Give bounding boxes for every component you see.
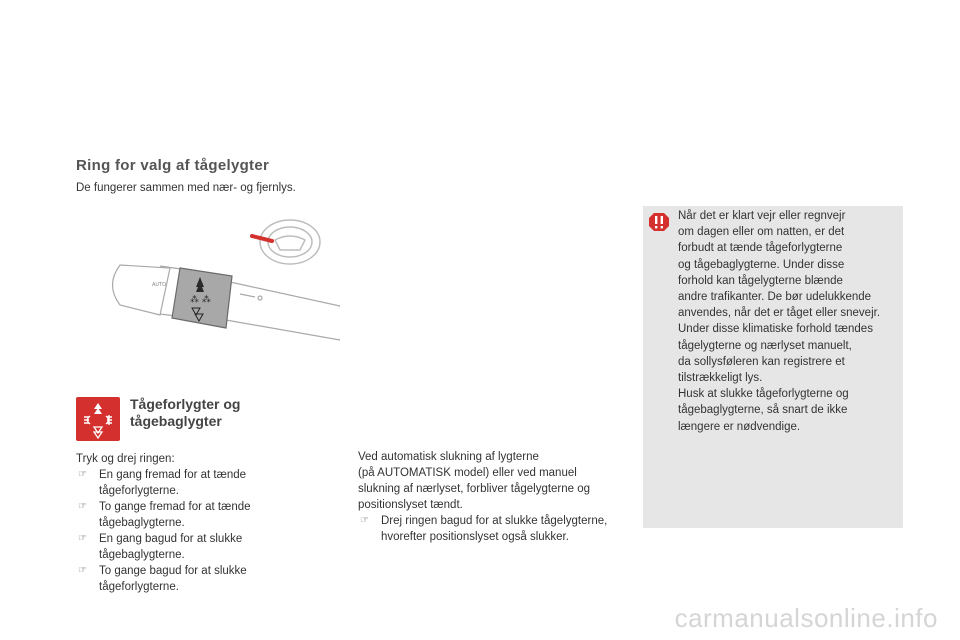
warning-text: Når det er klart vejr eller regnvejr om dagen eller om natten, er det forbudt at tænde tågeforlygterne og tågebaglygterne. Under disse forhold kan tågelygterne blænde andre trafikanter. De bør udelukkende anvendes, når det er tåget eller snevejr. Under disse klimatiske forhold tændes tågelygterne og nærlyset manuelt, da sollysføleren kan registrere et tilstrækkeligt lys. Husk at slukke tågeforlygterne og tågebaglygterne, så snart de ikke længere er nødvendige. — [678, 210, 881, 433]
bullet-icon: ☞ — [78, 469, 87, 480]
auto-label: AUTO — [152, 282, 167, 288]
note-line: Ved automatisk slukning af lygterne — [358, 451, 539, 463]
fog-lights-symbol-icon — [76, 397, 120, 441]
bullet-icon: ☞ — [78, 501, 87, 512]
instructions-list — [76, 467, 306, 595]
list-item: ☞ En gang fremad for at tænde tågeforlygterne. — [78, 469, 247, 497]
watermark: carmanualsonline.info — [674, 603, 938, 633]
note-line: positionslyset tændt. — [358, 499, 463, 511]
list-item: ☞ To gange fremad for at tænde tågebaglygterne. — [78, 501, 251, 529]
page-subtitle: De fungerer sammen med nær- og fjernlys. — [76, 182, 296, 194]
list-item: ☞ Drej ringen bagud for at slukke tågelygterne, hvorefter positionslyset også slukker. — [360, 515, 608, 543]
bullet-icon: ☞ — [78, 565, 87, 576]
list-item: ☞ En gang bagud for at slukke tågebaglygterne. — [78, 533, 243, 561]
section-heading-line1: Tågeforlygter og — [130, 396, 241, 412]
section-heading-line2: tågebaglygter — [130, 413, 222, 429]
fog-symbol-icon: ⁂ ⁂ — [190, 295, 211, 305]
instructions-column — [76, 451, 306, 595]
warning-exclamation-icon — [648, 211, 670, 233]
fog-light-stalk-illustration — [100, 210, 340, 360]
list-item: ☞ To gange bagud for at slukke tågeforlygterne. — [78, 565, 247, 593]
bullet-icon: ☞ — [360, 515, 369, 526]
section-heading — [130, 396, 240, 430]
note-line: slukning af nærlyset, forbliver tågelygterne og — [358, 483, 591, 495]
note-line: (på AUTOMATISK model) eller ved manuel — [358, 467, 577, 479]
note-list — [358, 513, 628, 545]
bullet-icon: ☞ — [78, 533, 87, 544]
instructions-intro: Tryk og drej ringen: — [76, 453, 175, 465]
automatic-note-column — [358, 449, 628, 545]
page-title: Ring for valg af tågelygter — [76, 157, 270, 174]
fog-lights-icon — [76, 397, 120, 441]
